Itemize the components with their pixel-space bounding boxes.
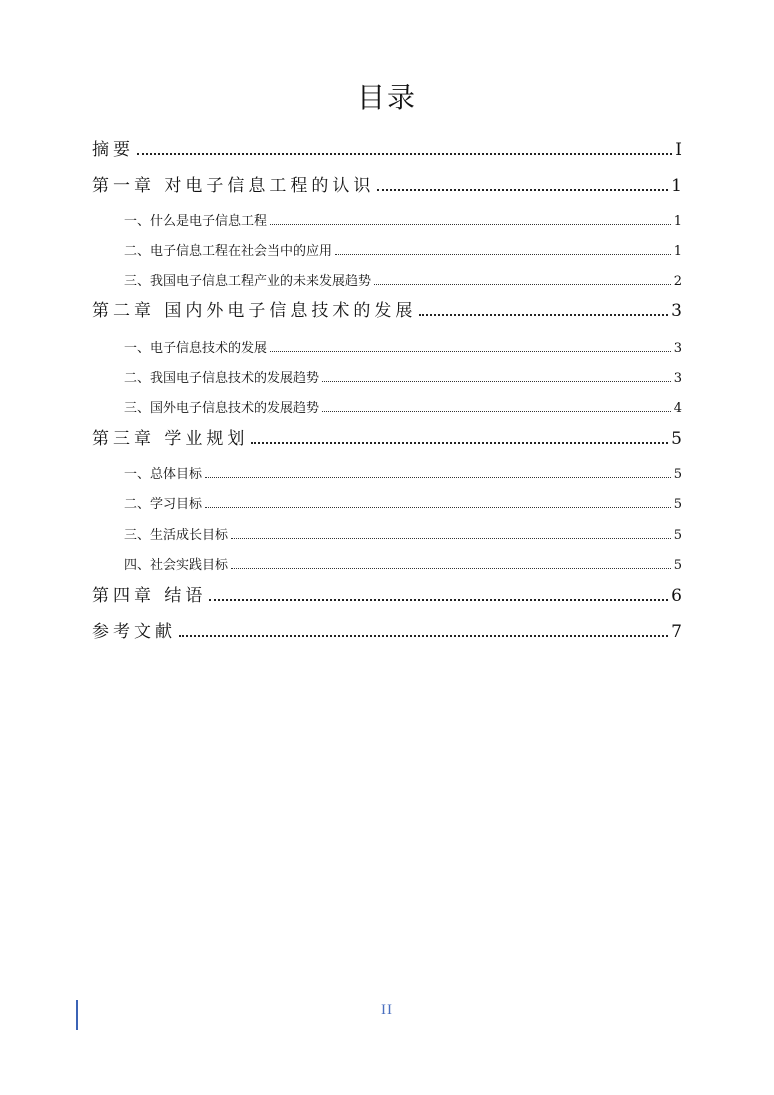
toc-entry-label: 二、学习目标 xyxy=(124,497,203,512)
page-title: 目录 xyxy=(356,81,417,114)
toc-entry-page: 3 xyxy=(673,341,682,356)
toc-entry-label: 第一章 对电子信息工程的认识 xyxy=(92,176,375,196)
toc-entry-label: 二、电子信息工程在社会当中的应用 xyxy=(124,244,333,259)
toc-section-entry[interactable] xyxy=(124,368,682,386)
toc-dot-leader xyxy=(374,284,671,285)
toc-section-entry[interactable] xyxy=(124,338,682,356)
toc-dot-leader xyxy=(209,599,668,601)
toc-entry-label: 一、什么是电子信息工程 xyxy=(124,214,268,229)
toc-dot-leader xyxy=(205,507,671,508)
toc-entry-page: I xyxy=(675,140,682,160)
toc-dot-leader xyxy=(205,477,671,478)
toc-entry-label: 二、我国电子信息技术的发展趋势 xyxy=(124,371,320,386)
toc-entry-label: 三、生活成长目标 xyxy=(124,528,229,543)
toc-section-entry[interactable] xyxy=(124,398,682,416)
toc-entry-label: 参考文献 xyxy=(92,622,176,642)
toc-entry-page: 1 xyxy=(671,176,682,196)
toc-entry-label: 第四章 结语 xyxy=(92,586,207,606)
toc-entry-page: 4 xyxy=(673,401,682,416)
toc-dot-leader xyxy=(270,224,671,225)
toc-entry-page: 6 xyxy=(671,586,682,606)
toc-entry-label: 一、总体目标 xyxy=(124,467,203,482)
toc-dot-leader xyxy=(322,381,671,382)
toc-section-entry[interactable] xyxy=(124,271,682,289)
toc-section-entry[interactable] xyxy=(124,211,682,229)
toc-dot-leader xyxy=(377,189,668,191)
toc-entry-page: 1 xyxy=(673,244,682,259)
toc-entry-label: 第三章 学业规划 xyxy=(92,429,249,449)
toc-dot-leader xyxy=(322,411,671,412)
toc-entry-page: 3 xyxy=(671,301,682,321)
toc-entry-page: 5 xyxy=(673,497,682,512)
toc-entry-label: 四、社会实践目标 xyxy=(124,558,229,573)
toc-dot-leader xyxy=(137,153,672,155)
toc-entry-page: 5 xyxy=(673,558,682,573)
toc-dot-leader xyxy=(231,538,671,539)
toc-entry-page: 3 xyxy=(673,371,682,386)
toc-entry-label: 第二章 国内外电子信息技术的发展 xyxy=(92,301,417,321)
toc-chapter-entry[interactable] xyxy=(92,618,682,642)
toc-dot-leader xyxy=(270,351,671,352)
toc-chapter-entry[interactable] xyxy=(92,136,682,160)
toc-entry-page: 5 xyxy=(671,429,682,449)
toc-entry-page: 1 xyxy=(673,214,682,229)
toc-entry-label: 三、我国电子信息工程产业的未来发展趋势 xyxy=(124,274,372,289)
toc-entry-page: 2 xyxy=(673,274,682,289)
toc-dot-leader xyxy=(335,254,671,255)
toc-section-entry[interactable] xyxy=(124,494,682,512)
toc-entry-label: 摘要 xyxy=(92,140,134,160)
toc-section-entry[interactable] xyxy=(124,555,682,573)
toc-section-entry[interactable] xyxy=(124,241,682,259)
toc-entry-label: 三、国外电子信息技术的发展趋势 xyxy=(124,401,320,416)
toc-section-entry[interactable] xyxy=(124,525,682,543)
toc-section-entry[interactable] xyxy=(124,464,682,482)
toc-entry-page: 5 xyxy=(673,467,682,482)
toc-chapter-entry[interactable] xyxy=(92,297,682,321)
toc-entry-page: 7 xyxy=(671,622,682,642)
toc-entry-page: 5 xyxy=(673,528,682,543)
page-number: II xyxy=(381,1002,393,1018)
toc-dot-leader xyxy=(251,442,668,444)
toc-entry-label: 一、电子信息技术的发展 xyxy=(124,341,268,356)
toc-chapter-entry[interactable] xyxy=(92,172,682,196)
toc-dot-leader xyxy=(231,568,671,569)
toc-chapter-entry[interactable] xyxy=(92,582,682,606)
toc-chapter-entry[interactable] xyxy=(92,425,682,449)
toc-dot-leader xyxy=(179,635,668,637)
toc-dot-leader xyxy=(419,314,668,316)
